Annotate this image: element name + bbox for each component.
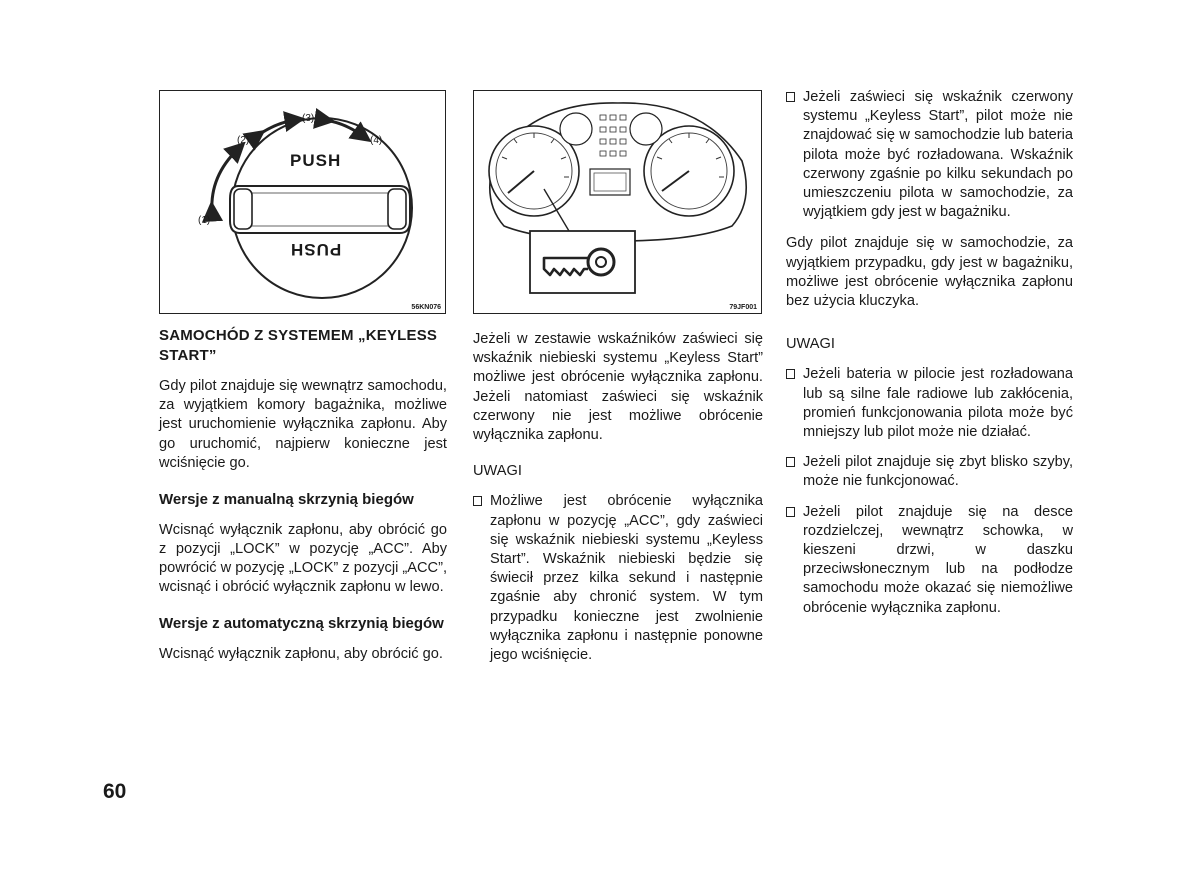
- paragraph-intro: Gdy pilot znajduje się wewnątrz samochodu, za wyjątkiem komory bagażnika, możliwe jest uruchomienie wyłącznika zapłonu. Aby go uruchomić, najpierw konieczne jest wciśnięcie go.: [159, 378, 447, 471]
- column-1: [159, 326, 447, 681]
- note-text: Jeżeli pilot znajduje się na desce rozdzielczej, wewnątrz schowka, w kieszeni drzwi, w daszku przeciwsłonecznym lub na podłodze samochodu może okazać się niemożliwe obrócenie wyłącznika zapłonu.: [803, 503, 1073, 616]
- column-2: [473, 330, 763, 676]
- checkbox-bullet-icon: [786, 369, 795, 379]
- checkbox-bullet-icon: [786, 457, 795, 467]
- note-item: [786, 453, 1073, 491]
- push-label-bottom: PUSH: [290, 240, 342, 259]
- note-text: Jeżeli pilot znajduje się zbyt blisko szyby, może nie funkcjonować.: [803, 454, 1073, 490]
- paragraph-automatic: Wcisnąć wyłącznik zapłonu, aby obrócić go.: [159, 645, 443, 662]
- push-label-top: PUSH: [290, 151, 342, 170]
- checkbox-bullet-icon: [786, 92, 795, 102]
- figure-code: 79JF001: [729, 304, 757, 311]
- position-label-3: (3): [302, 113, 315, 124]
- note-item: [786, 88, 1073, 222]
- page-number: 60: [103, 780, 127, 803]
- paragraph-manual: Wcisnąć wyłącznik zapłonu, aby obrócić go z pozycji „LOCK” w pozycję „ACC”. Aby powrócić w pozycję „LOCK” z pozycji „ACC”, wcisnąć i obrócić wyłącznik zapłonu w lewo.: [159, 521, 447, 596]
- subheading-manual: Wersje z manualną skrzynią biegów: [159, 491, 414, 509]
- position-label-1: (1): [198, 215, 211, 226]
- figure-ignition-knob: [159, 90, 446, 314]
- notes-heading: UWAGI: [473, 463, 522, 480]
- checkbox-bullet-icon: [786, 507, 795, 517]
- paragraph-pilot-inside: Gdy pilot znajduje się w samochodzie, za wyjątkiem przypadku, gdy jest w bagażniku, możliwe jest obrócenie wyłącznika zapłonu bez użycia kluczyka.: [786, 235, 1073, 310]
- figure-code: 56KN076: [411, 304, 441, 311]
- position-label-2: (2): [237, 135, 250, 146]
- note-item: [786, 503, 1073, 618]
- subheading-automatic: Wersje z automatyczną skrzynią biegów: [159, 615, 444, 633]
- ignition-knob-illustration: [160, 91, 447, 315]
- notes-heading: UWAGI: [786, 336, 835, 353]
- section-heading: SAMOCHÓD Z SYSTEMEM „KEYLESS START”: [159, 327, 438, 364]
- note-item: [786, 365, 1073, 442]
- instrument-cluster-illustration: [474, 91, 763, 315]
- note-text: Możliwe jest obrócenie wyłącznika zapłonu w pozycję „ACC”, gdy zaświeci się wskaźnik niebieski systemu „Keyless Start”. Wskaźnik niebieski będzie się świecił przez kilka sekund i następnie zgaśnie aby chronić system. W tym przypadku konieczne jest zwolnienie wyłącznika zapłonu i następnie ponowne jego wciśnięcie.: [490, 493, 763, 664]
- column-3: [786, 88, 1073, 629]
- checkbox-bullet-icon: [473, 496, 482, 506]
- note-text: Jeżeli zaświeci się wskaźnik czerwony systemu „Keyless Start”, pilot może nie znajdować się w samochodzie lub bateria pilota może być rozładowana. Wskaźnik czerwony zgaśnie po kilku sekundach po umieszczeniu pilota w samochodzie, za wyjątkiem gdy jest w bagażniku.: [803, 89, 1073, 221]
- position-label-4: (4): [370, 135, 383, 146]
- note-item: [473, 492, 763, 665]
- figure-instrument-cluster: [473, 90, 762, 314]
- note-text: Jeżeli bateria w pilocie jest rozładowana lub są silne fale radiowe lub zakłócenia, promień funkcjonowania pilota może być mniejszy lub pilot może nie działać.: [803, 366, 1073, 441]
- paragraph-indicator: Jeżeli w zestawie wskaźników zaświeci się wskaźnik niebieski systemu „Keyless Start” możliwe jest obrócenie wyłącznika zapłonu. Jeżeli natomiast zaświeci się wskaźnik czerwony nie jest możliwe obrócenie wyłącznika zapłonu.: [473, 331, 763, 444]
